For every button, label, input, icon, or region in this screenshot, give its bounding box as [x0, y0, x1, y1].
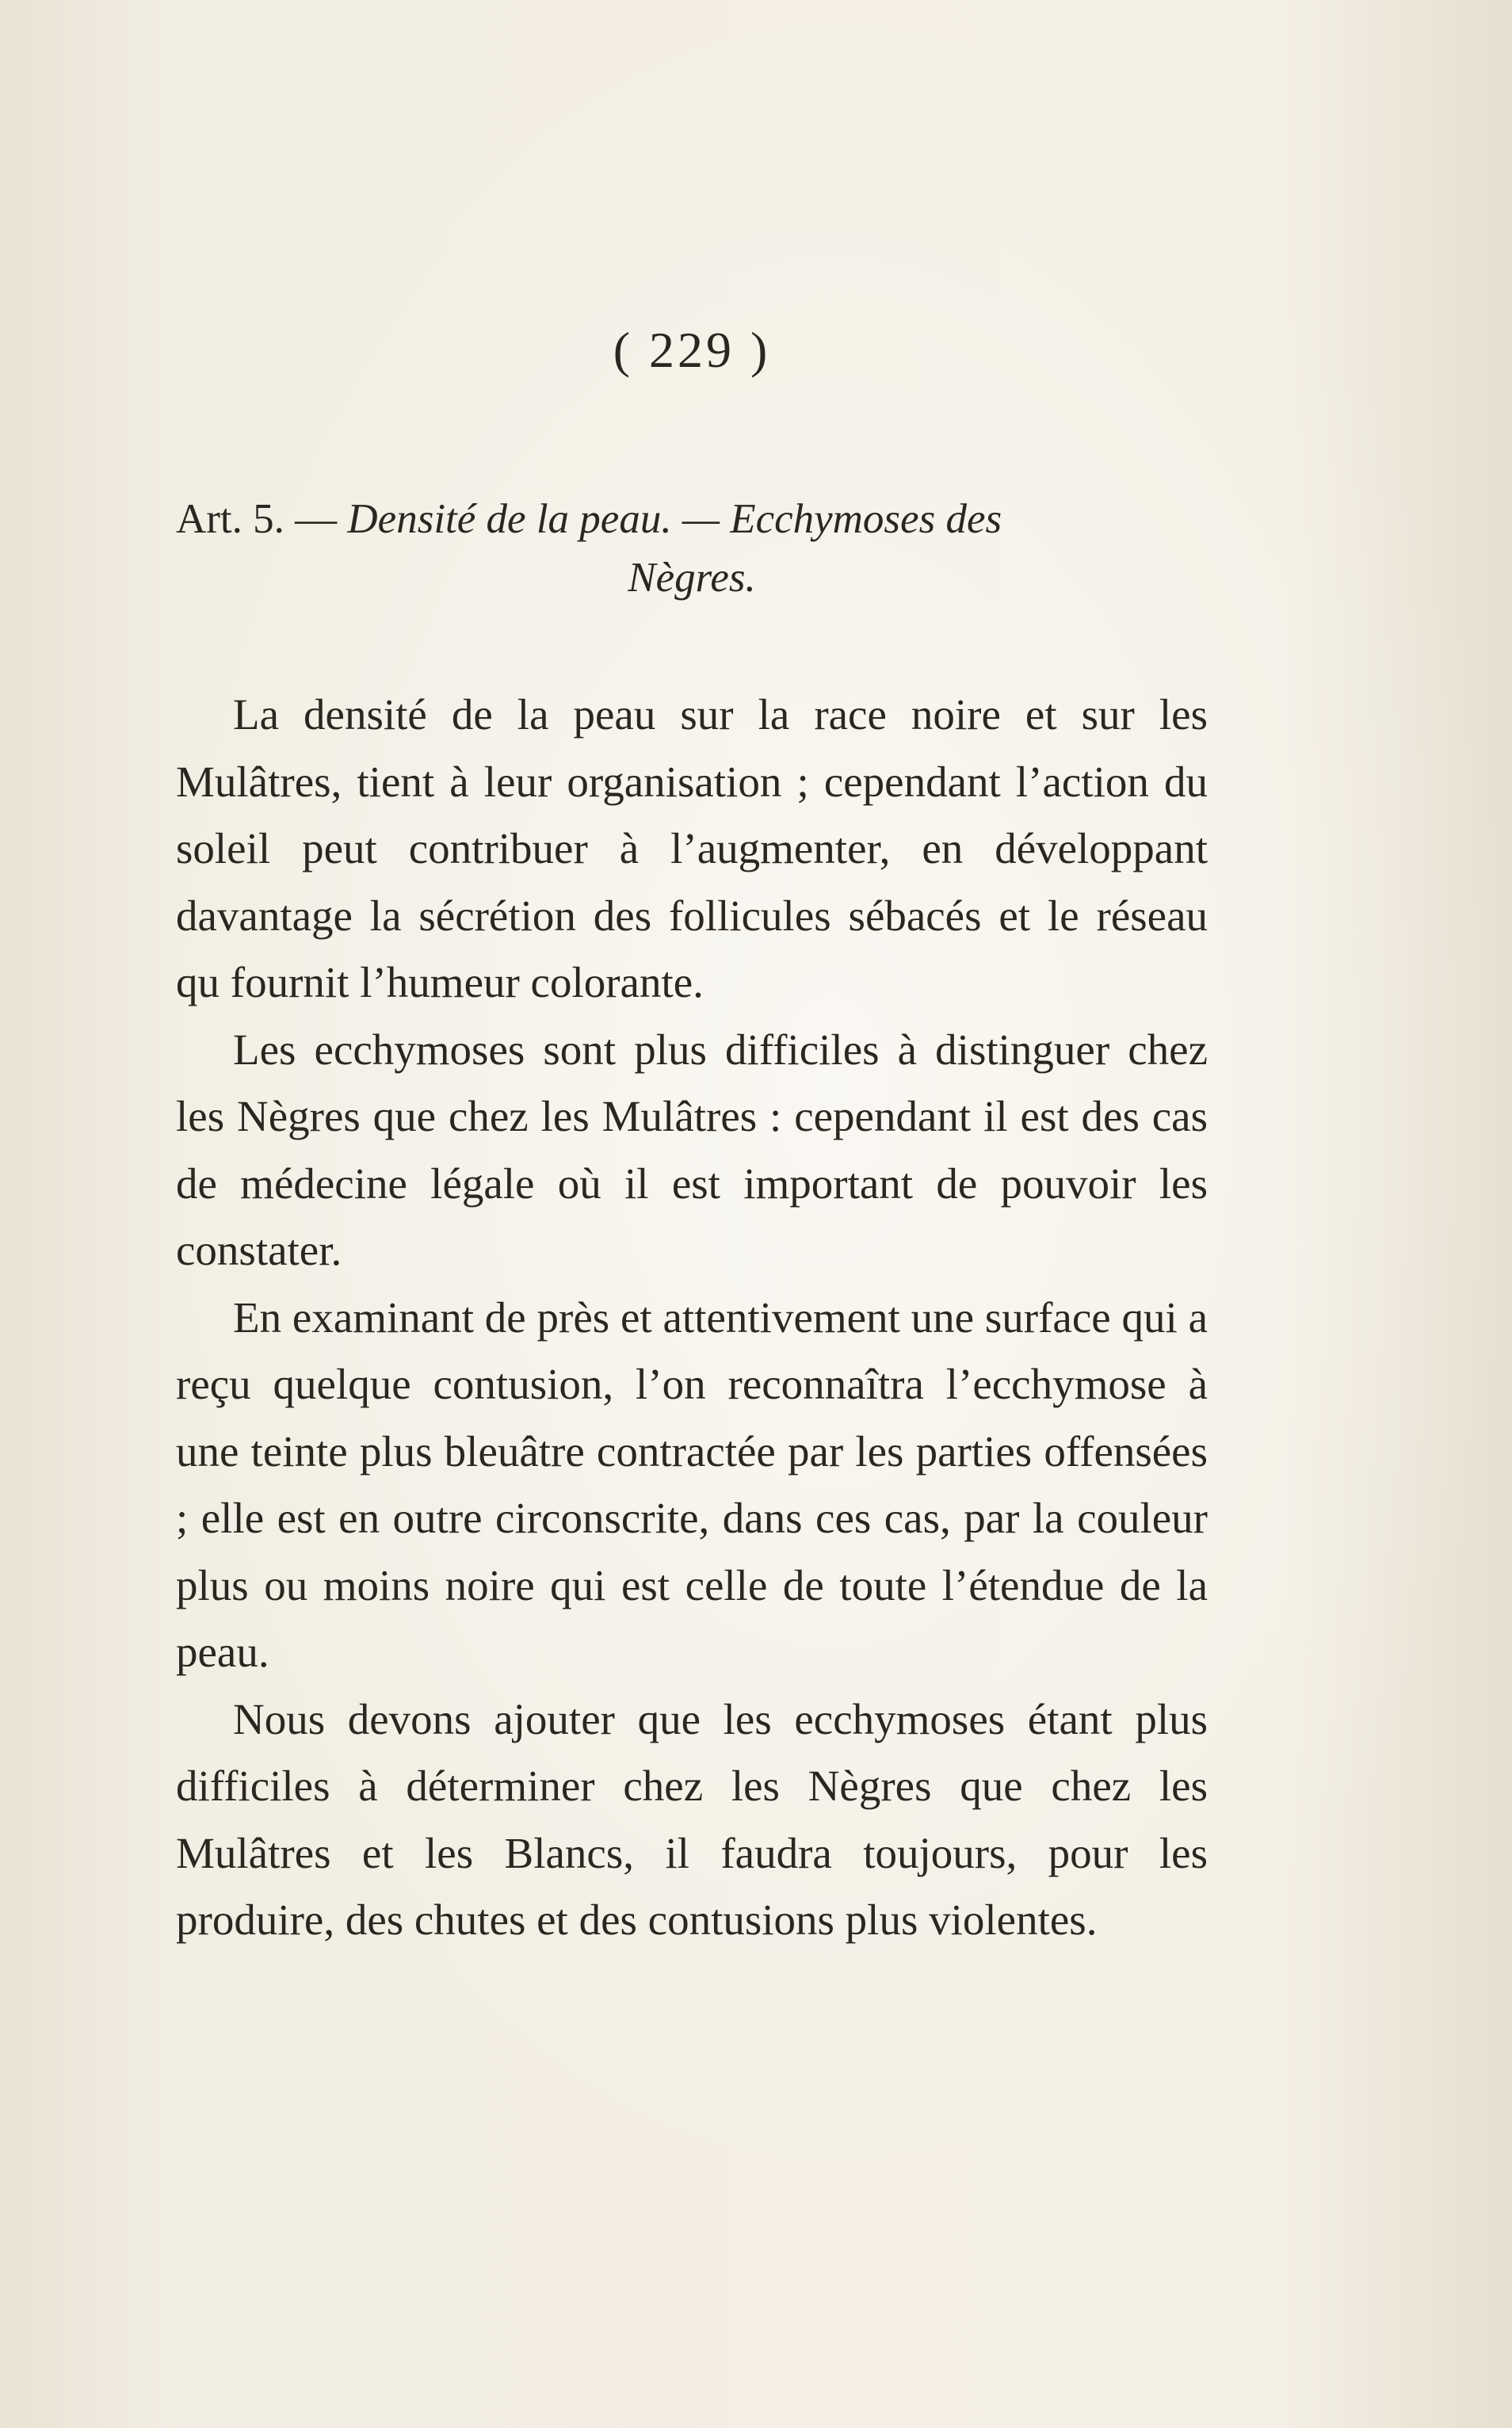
paragraph: Nous devons ajouter que les ecchymoses étant plus difficiles à déterminer chez les Nègres que chez les Mulâtres et les Blancs, il faudra toujours, pour les produire, des chutes et des contusions plus violentes.	[176, 1694, 1208, 1944]
body-text	[176, 681, 1208, 1954]
article-title-continuation: Nègres.	[628, 555, 756, 601]
paragraph: En examinant de près et attentivement une surface qui a reçu quelque contusion, l’on reconnaîtra l’ecchymose à une teinte plus bleuâtre contractée par les parties offensées ; elle est en outre circonscrite, dans ces cas, par la couleur plus ou moins noire qui est celle de toute l’étendue de la peau.	[176, 1292, 1208, 1676]
article-heading	[176, 490, 1208, 607]
paragraph: La densité de la peau sur la race noire et sur les Mulâtres, tient à leur organisation ; cependant l’action du soleil peut contribuer à l’augmenter, en développant davantage la sécrétion des follicules sébacés et le réseau qu fournit l’humeur colorante.	[176, 690, 1208, 1006]
page-number: ( 229 )	[613, 322, 771, 378]
article-title: Densité de la peau. — Ecchymoses des	[347, 496, 1002, 542]
paragraph: Les ecchymoses sont plus difficiles à distinguer chez les Nègres que chez les Mulâtres : cependant il est des cas de médecine légale où il est important de pouvoir les constater.	[176, 1025, 1208, 1274]
article-label: Art. 5. —	[176, 496, 348, 542]
